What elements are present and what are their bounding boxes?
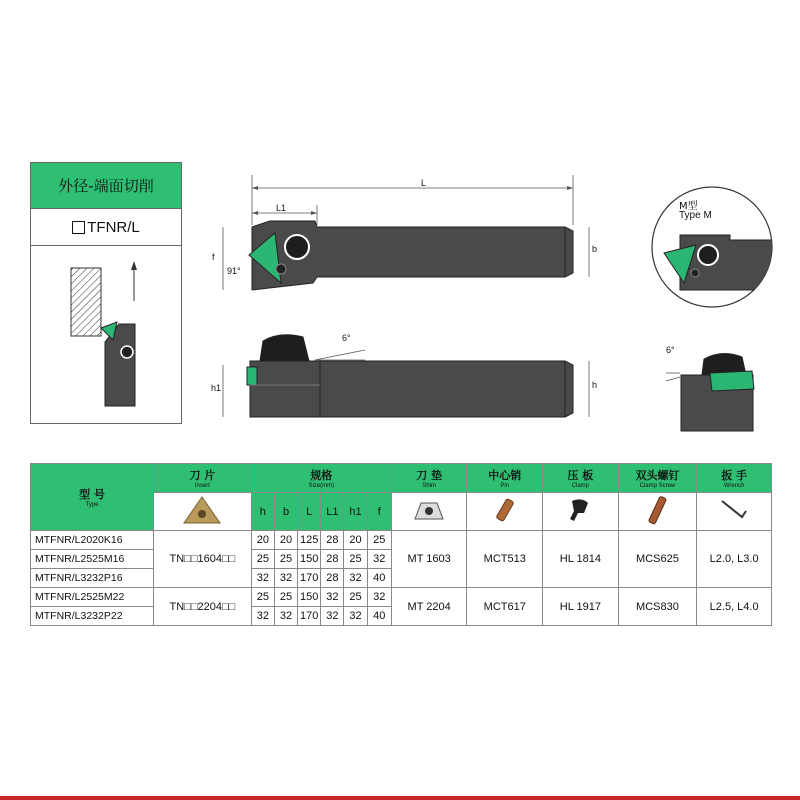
dim-f: f <box>212 252 215 262</box>
shim-image <box>391 493 467 531</box>
detail-type-en: Type M <box>679 210 712 221</box>
clamp-image <box>543 493 619 531</box>
wrench-image <box>697 493 772 531</box>
holder-head-side <box>250 361 320 417</box>
angle-6: 6° <box>342 333 351 343</box>
panel-title: 外径-端面切削 <box>31 163 181 209</box>
size-col-h1: h1 <box>344 493 367 531</box>
dim-L1: L1 <box>276 203 287 213</box>
clamp-top-icon <box>285 235 309 259</box>
feed-arrowhead-icon <box>131 261 137 270</box>
pin-top-icon <box>276 264 286 274</box>
table-row: MTFNR/L2525M16 25 25 150 28 25 32 <box>31 550 772 569</box>
insert-image <box>153 493 251 531</box>
dim-b: b <box>592 244 598 254</box>
header-screw: 双头螺钉 Clamp Screw <box>618 464 697 493</box>
dim-h1: h1 <box>211 383 222 393</box>
angle-91: 91° <box>227 266 241 276</box>
detail-clamp-icon <box>698 245 718 265</box>
header-pin: 中心销 Pin <box>467 464 543 493</box>
size-col-L: L <box>298 493 321 531</box>
header-shim: 刀 垫 Shim <box>391 464 467 493</box>
clamp-screw-icon <box>121 346 133 358</box>
holder-body-side <box>320 361 573 417</box>
bottom-accent-line <box>0 796 800 800</box>
header-clamp: 压 板 Clamp <box>543 464 619 493</box>
holder-code <box>31 209 181 246</box>
type-m-side-detail <box>660 345 760 437</box>
application-panel <box>30 162 182 424</box>
holder-code-text: TFNR/L <box>87 218 140 236</box>
size-col-b: b <box>274 493 297 531</box>
size-col-h: h <box>251 493 274 531</box>
table-row: MTFNR/L3232P22 32 32 170 32 32 40 <box>31 607 772 626</box>
side-detail-insert-icon <box>710 371 754 391</box>
insert-side-icon <box>247 367 257 385</box>
dim-h: h <box>592 380 598 390</box>
header-type: 型 号 Type <box>31 464 154 531</box>
table-row: MTFNR/L2020K16 TN□□1604□□ 20 20 125 28 20 25 MT 1603 MCT513 HL 1814 MCS625 L2.0, L3.0 <box>31 531 772 550</box>
header-wrench: 扳 手 Wrench <box>697 464 772 493</box>
dim-L: L <box>421 178 427 188</box>
header-size: 规格 Size(mm) <box>251 464 391 493</box>
size-col-L1: L1 <box>321 493 344 531</box>
top-view-drawing <box>205 165 625 300</box>
workpiece <box>71 268 101 336</box>
clamp-side-icon <box>260 335 309 361</box>
header-insert: 刀 片 Insert <box>153 464 251 493</box>
size-col-f: f <box>367 493 391 531</box>
table-row: MTFNR/L3232P16 32 32 170 28 32 40 <box>31 569 772 588</box>
detail-type-cn: M型 <box>679 201 698 212</box>
spec-table <box>30 463 772 626</box>
type-m-detail <box>640 185 785 310</box>
table-row: MTFNR/L2525M22 TN□□2204□□ 25 25 150 32 25 32 MT 2204 MCT617 HL 1917 MCS830 L2.5, L4.0 <box>31 588 772 607</box>
insert-group-2: TN□□2204□□ <box>153 588 251 626</box>
placeholder-box-icon <box>72 221 85 234</box>
pin-image <box>467 493 543 531</box>
side-view-drawing <box>205 325 625 425</box>
insert-group-1: TN□□1604□□ <box>153 531 251 588</box>
detail-angle-6: 6° <box>666 345 675 355</box>
machining-diagram <box>31 246 181 423</box>
screw-image <box>618 493 697 531</box>
